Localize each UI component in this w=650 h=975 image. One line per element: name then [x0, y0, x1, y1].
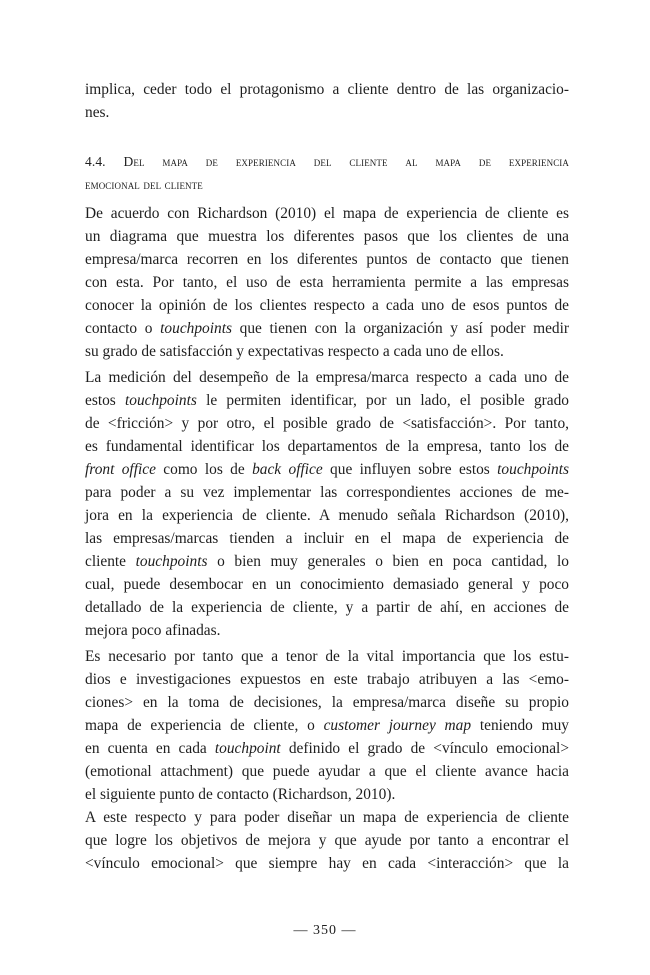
paragraph-4: [85, 806, 569, 875]
text-span: que influyen sobre estos: [322, 461, 498, 478]
italic-term: touchpoints: [125, 392, 197, 409]
text-line: [85, 550, 569, 573]
text-line: implica, ceder todo el protagonismo a cliente dentro de las organizacio-: [85, 81, 569, 98]
text-line: dios e investigaciones expuestos en este trabajo atribuyen a las <emo-: [85, 671, 569, 688]
text-span: le permiten identificar, por un lado, el posible grado: [196, 392, 569, 409]
page-number: — 350 —: [293, 923, 357, 938]
text-line: para poder a su vez implementar las correspondientes acciones de me-: [85, 484, 569, 501]
text-line: de <fricción> y por otro, el posible grado de <satisfacción>. Por tanto,: [85, 415, 569, 432]
text-line: cual, puede desembocar en un conocimiento demasiado general y poco: [85, 576, 569, 593]
text-line: [85, 714, 569, 737]
heading-line-1: [85, 150, 569, 173]
text-line: A este respecto y para poder diseñar un mapa de experiencia de cliente: [85, 809, 569, 826]
text-span: que tienen con la organización y así poder medir: [231, 320, 570, 337]
text-line: conocer la opinión de los clientes respecto a cada uno de esos puntos de: [85, 297, 569, 314]
text-line: las empresas/marcas tienden a incluir en el mapa de experiencia de: [85, 530, 569, 547]
text-span: teniendo muy: [471, 717, 569, 734]
intro-paragraph: [85, 78, 569, 124]
italic-term: touchpoints: [160, 320, 232, 337]
italic-term: touchpoints: [135, 553, 208, 570]
italic-term: touchpoints: [497, 461, 569, 478]
heading-line-2: emocional del cliente: [85, 177, 203, 192]
text-line: Es necesario por tanto que a tenor de la vital importancia que los estu-: [85, 648, 569, 665]
text-line: es fundamental identificar los departamentos de la empresa, tanto los de: [85, 438, 569, 455]
text-span: contacto o: [85, 320, 161, 337]
text-line: De acuerdo con Richardson (2010) el mapa de experiencia de cliente es: [85, 205, 569, 222]
text-span: o bien muy generales o bien en poca cantidad, lo: [207, 553, 569, 570]
italic-term: front office: [85, 461, 156, 478]
text-line: el siguiente punto de contacto (Richardson, 2010).: [85, 786, 396, 803]
italic-term: back office: [252, 461, 323, 478]
text-line: empresa/marca recorren en los diferentes puntos de contacto que tienen: [85, 251, 569, 268]
text-span: definido el grado de <vínculo emocional>: [280, 740, 569, 757]
italic-term: customer journey map: [323, 717, 472, 734]
text-line: [85, 458, 569, 481]
text-line: La medición del desempeño de la empresa/marca respecto a cada uno de: [85, 369, 569, 386]
text-line: con esta. Por tanto, el uso de esta herramienta permite a las empresas: [85, 274, 569, 291]
paragraph-1: [85, 202, 569, 363]
text-line: ciones> en la toma de decisiones, la empresa/marca diseñe su propio: [85, 694, 569, 711]
text-line: un diagrama que muestra los diferentes pasos que los clientes de una: [85, 228, 569, 245]
text-line: (emotional attachment) que puede ayudar a que el cliente avance hacia: [85, 763, 569, 780]
section-number: 4.4.: [85, 154, 106, 169]
section-heading: [85, 150, 569, 196]
section-title-part: Del mapa de experiencia del cliente al mapa de experiencia: [123, 154, 569, 169]
text-span: cliente: [85, 553, 136, 570]
text-line: <vínculo emocional> que siempre hay en cada <interacción> que la: [85, 855, 569, 872]
text-line: [85, 389, 569, 412]
text-line: mejora poco afinadas.: [85, 622, 221, 639]
text-line: que logre los objetivos de mejora y que ayude por tanto a encontrar el: [85, 832, 569, 849]
text-span: como los de: [155, 461, 253, 478]
text-line: nes.: [85, 104, 110, 121]
text-span: en cuenta en cada: [85, 740, 215, 757]
text-line: detallado de la experiencia de cliente, y a partir de ahí, en acciones de: [85, 599, 569, 616]
text-span: estos: [85, 392, 126, 409]
text-line: su grado de satisfacción y expectativas respecto a cada uno de ellos.: [85, 343, 504, 360]
text-span: mapa de experiencia de cliente, o: [85, 717, 324, 734]
italic-term: touchpoint: [214, 740, 281, 757]
paragraph-3: [85, 645, 569, 806]
text-line: jora en la experiencia de cliente. A menudo señala Richardson (2010),: [85, 507, 569, 524]
text-line: [85, 317, 569, 340]
text-line: [85, 737, 569, 760]
paragraph-2: [85, 366, 569, 642]
